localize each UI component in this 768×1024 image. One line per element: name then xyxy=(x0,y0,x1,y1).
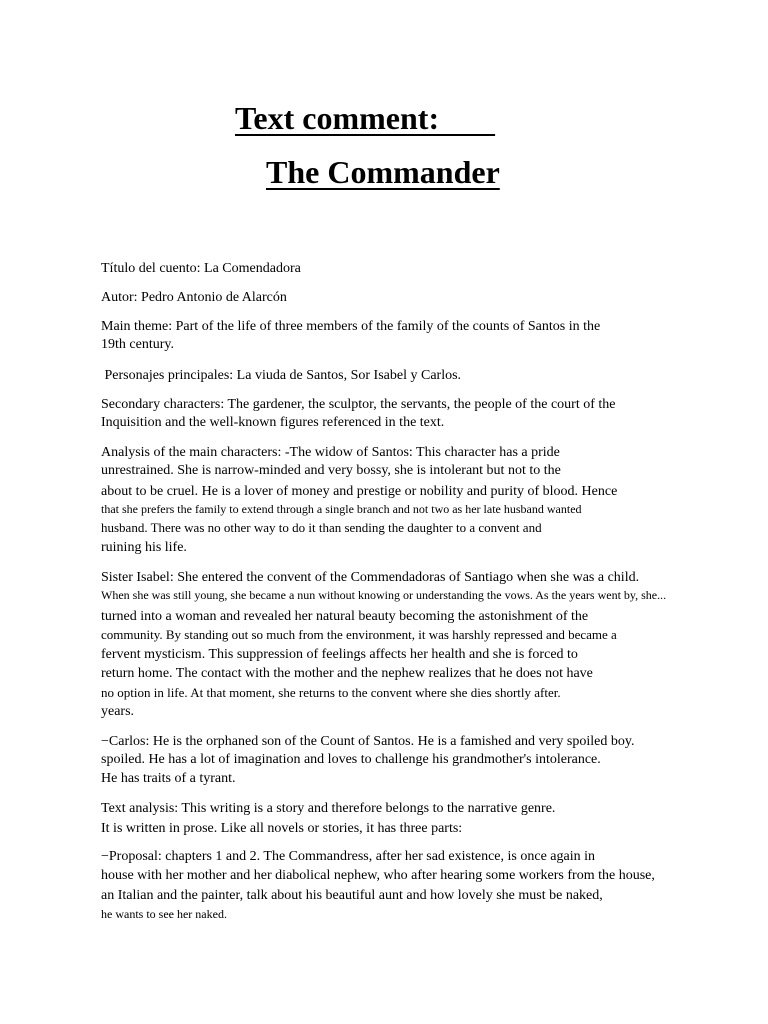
line-analysis-3: about to be cruel. He is a lover of money and prestige or nobility and purity of blood. Hence xyxy=(101,484,618,499)
line-carlos-1: −Carlos: He is the orphaned son of the Count of Santos. He is a famished and very spoiled boy. xyxy=(101,734,635,749)
document-title-line-2: The Commander xyxy=(266,154,500,190)
line-analysis-4: that she prefers the family to extend through a single branch and not two as her late husband wanted xyxy=(101,502,582,516)
document-title-line-1: Text comment: xyxy=(235,100,496,136)
line-analysis-1: Analysis of the main characters: -The widow of Santos: This character has a pride xyxy=(101,445,560,460)
line-secondary-1: Secondary characters: The gardener, the sculptor, the servants, the people of the court of the xyxy=(101,397,616,412)
line-analysis-2: unrestrained. She is narrow-minded and very bossy, she is intolerant but not to the xyxy=(101,463,561,478)
line-isabel-8: years. xyxy=(101,704,135,719)
line-secondary-2: Inquisition and the well-known figures referenced in the text. xyxy=(101,415,445,430)
line-proposal-1: −Proposal: chapters 1 and 2. The Commandress, after her sad existence, is once again in xyxy=(101,849,595,864)
line-analysis-5: husband. There was no other way to do it than sending the daughter to a convent and xyxy=(101,520,542,535)
line-isabel-5: fervent mysticism. This suppression of feelings affects her health and she is forced to xyxy=(101,647,578,662)
line-isabel-4: community. By standing out so much from the environment, it was harshly repressed and became a xyxy=(101,627,617,642)
line-analysis-6: ruining his life. xyxy=(101,540,187,555)
line-isabel-3: turned into a woman and revealed her natural beauty becoming the astonishment of the xyxy=(101,609,589,624)
line-main-theme-2: 19th century. xyxy=(101,337,174,352)
line-carlos-2: spoiled. He has a lot of imagination and loves to challenge his grandmother's intolerance. xyxy=(101,752,601,767)
line-text-analysis-2: It is written in prose. Like all novels or stories, it has three parts: xyxy=(101,821,463,836)
line-isabel-1: Sister Isabel: She entered the convent of the Commendadoras of Santiago when she was a child. xyxy=(101,570,640,585)
line-proposal-3: an Italian and the painter, talk about his beautiful aunt and how lovely she must be naked, xyxy=(101,888,603,903)
line-story-title: Título del cuento: La Comendadora xyxy=(101,261,301,276)
line-main-theme-1: Main theme: Part of the life of three members of the family of the counts of Santos in the xyxy=(101,319,601,334)
line-isabel-6: return home. The contact with the mother and the nephew realizes that he does not have xyxy=(101,666,593,681)
line-isabel-7: no option in life. At that moment, she returns to the convent where she dies shortly after. xyxy=(101,685,561,700)
line-carlos-3: He has traits of a tyrant. xyxy=(101,771,236,786)
line-proposal-4: he wants to see her naked. xyxy=(101,907,227,921)
line-main-characters: Personajes principales: La viuda de Santos, Sor Isabel y Carlos. xyxy=(101,368,462,383)
line-text-analysis-1: Text analysis: This writing is a story and therefore belongs to the narrative genre. xyxy=(101,801,556,816)
line-proposal-2: house with her mother and her diabolical nephew, who after hearing some workers from the house, xyxy=(101,868,655,883)
line-author: Autor: Pedro Antonio de Alarcón xyxy=(101,290,287,305)
line-isabel-2: When she was still young, she became a nun without knowing or understanding the vows. As the years went by, she... xyxy=(101,588,667,602)
